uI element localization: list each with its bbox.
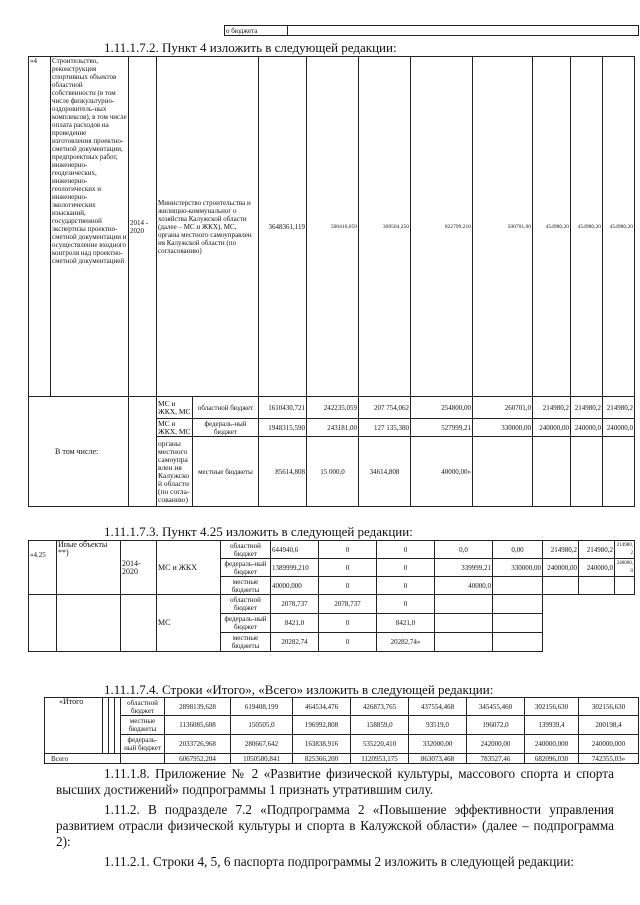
t2g2r3-v3 — [435, 633, 493, 652]
value-2014: 500416,059 — [307, 57, 359, 397]
t2g2r2-v5 — [543, 614, 579, 633]
t3r3-v3: 535220,410 — [351, 735, 409, 754]
t3-src-1: областной бюджет — [121, 698, 165, 716]
row-number: «4 — [29, 57, 51, 397]
value-2015: 369504,250 — [359, 57, 411, 397]
t3-src-2: местные бюджеты — [121, 716, 165, 735]
sub-src-1: областной бюджет — [193, 397, 259, 419]
t3r4-v0: 6067952,204 — [165, 754, 231, 764]
t2g1r2-v6: 240000,0 — [579, 559, 615, 577]
t2-years: 2014- 2020 — [121, 541, 157, 595]
sub3-v1: 15 000,0 — [307, 437, 359, 507]
t3r3-v0: 2033726,968 — [165, 735, 231, 754]
heading-4-25: 1.11.1.7.3. Пункт 4.25 изложить в следующей редакции: — [104, 524, 413, 539]
paragraph-1-11-2: 1.11.2. В подразделе 7.2 «Подпрограмма 2 «Повышение эффективности управления развитием отрасли физической культуры и спорта в Калужской области» (далее – подпрограмма 2): — [56, 802, 614, 849]
t2g2r1-v2: 0 — [377, 595, 435, 614]
t3r2-v0: 1136085,608 — [165, 716, 231, 735]
t2g1r3-v2: 0 — [377, 577, 435, 595]
t2g1r1-v7: 214980,2 — [615, 541, 635, 559]
sub-exec-1: МС и ЖКХ, МС — [157, 397, 193, 419]
sub-exec-3: органы местного самоуправлен ия Калужской области (по согла-сованию) — [157, 437, 193, 507]
vsego-label: Всего — [45, 754, 121, 764]
incl-label: В том числе: — [29, 397, 129, 507]
top-strip-rest — [288, 26, 639, 36]
t2g1r3-v5 — [543, 577, 579, 595]
sub-exec-2: МС и ЖКХ, МС — [158, 418, 191, 436]
t2-exec-2: МС — [157, 595, 221, 652]
t2-g2-name — [57, 595, 121, 652]
t3r2-v7: 200198,4 — [579, 716, 639, 735]
sub1-v1: 242235,059 — [307, 397, 359, 419]
sub2-v1: 243181,00 — [307, 419, 359, 437]
sub2-v5: 240000,00 — [533, 419, 571, 437]
t2g2r2-v2: 8421,0 — [377, 614, 435, 633]
t2g1r1-v1: 0 — [319, 541, 377, 559]
t2g2r3-v2: 20282,74» — [377, 633, 435, 652]
t2g1r1-v0: 644940,6 — [271, 541, 319, 559]
t2g1r2-v0: 1389999,210 — [271, 559, 319, 577]
t3-src-3: федераль-ный бюджет — [121, 735, 165, 754]
t2-g2-no — [29, 595, 57, 652]
t2g2-src-1: областной бюджет — [221, 595, 271, 614]
t2g1r1-v2: 0 — [377, 541, 435, 559]
t3r3-v5: 242000,00 — [467, 735, 525, 754]
t3r1-v6: 302156,630 — [525, 698, 579, 716]
paragraph-1-11-1-8: 1.11.1.8. Приложение № 2 «Развитие физической культуры, массового спорта и спорта высших достижений» подпрограммы 1 признать утратившим силу. — [56, 766, 614, 797]
t2g1r1-v5: 214980,2 — [543, 541, 579, 559]
t2g1r2-v2: 0 — [377, 559, 435, 577]
t3r1-v3: 426873,765 — [351, 698, 409, 716]
t2g2-src-3: местные бюджеты — [221, 633, 271, 652]
t2g2r1-v0: 2078,737 — [271, 595, 319, 614]
table-item-4-25 — [28, 540, 635, 652]
sub3-v4 — [473, 437, 533, 507]
sub3-v7 — [603, 437, 635, 507]
t3r3-v7: 240000,000 — [579, 735, 639, 754]
sub3-v5 — [533, 437, 571, 507]
t3r1-v5: 345455,460 — [467, 698, 525, 716]
t3r2-v2: 196992,808 — [293, 716, 351, 735]
t3r1-v4: 437554,468 — [409, 698, 467, 716]
t3r4-v1: 1050580,841 — [231, 754, 293, 764]
incl-years-empty — [129, 397, 157, 507]
t3r4-v7: 742355,03» — [579, 754, 639, 764]
t3r2-v5: 196072,0 — [467, 716, 525, 735]
sub1-v2: 207 754,062 — [359, 397, 411, 419]
t2g1r3-v0: 40000,000 — [271, 577, 319, 595]
t2g2r2-v4 — [493, 614, 543, 633]
t3r4-v4: 863073,468 — [409, 754, 467, 764]
t2g2r3-v7 — [615, 633, 635, 652]
t2g2r2-v3 — [435, 614, 493, 633]
sub1-v0: 1610430,721 — [259, 397, 307, 419]
sub-src-2: федераль-ный бюджет — [193, 419, 259, 437]
t3r4-v5: 783527,46 — [467, 754, 525, 764]
value-2019: 454980,20 — [571, 57, 603, 397]
t2g2r1-v6 — [579, 595, 615, 614]
t2g2r2-v6 — [579, 614, 615, 633]
t2g1r2-v7: 240000,0 — [615, 559, 635, 577]
t3r2-v4: 93519,0 — [409, 716, 467, 735]
t2g1-src-1: областной бюджет — [221, 541, 271, 559]
t2g1r1-v4: 0,00 — [493, 541, 543, 559]
sub-src-3: местные бюджеты — [193, 437, 259, 507]
t2g2r3-v6 — [579, 633, 615, 652]
t2g1-src-2: федераль-ный бюджет — [221, 559, 271, 577]
itogo-label: «Итого — [45, 698, 103, 754]
t2g2r2-v0: 8421,0 — [271, 614, 319, 633]
t2g2r1-v3 — [435, 595, 493, 614]
executor: Министерство строительства и жилищно-коммунальног о хозяйства Калужской области (далее – МС и ЖКХ), МС, органы местного самоуправлен ия Калужской области (по согласованию) — [157, 57, 259, 397]
t3r3-v6: 240000,000 — [525, 735, 579, 754]
value-total: 3648361,119 — [259, 57, 307, 397]
top-strip-cell: о бюджета — [225, 26, 288, 36]
sub3-v0: 85614,808 — [259, 437, 307, 507]
sub2-v0: 1948315,590 — [259, 419, 307, 437]
t2g1r2-v1: 0 — [319, 559, 377, 577]
table-totals — [44, 697, 639, 764]
sub1-v3: 254800,00 — [411, 397, 473, 419]
sub1-v5: 214980,2 — [533, 397, 571, 419]
heading-4: 1.11.1.7.2. Пункт 4 изложить в следующей редакции: — [104, 40, 397, 55]
t2g1r3-v4 — [493, 577, 543, 595]
t2g2r1-v1: 2078,737 — [319, 595, 377, 614]
t2g1r2-v3: 339999,21 — [435, 559, 493, 577]
value-2016: 822799,210 — [411, 57, 473, 397]
top-strip-empty — [34, 26, 225, 36]
t3r1-v2: 464534,476 — [293, 698, 351, 716]
t2g2r1-v4 — [493, 595, 543, 614]
t3r4-v2: 825366,200 — [293, 754, 351, 764]
t3r4-v3: 1120953,175 — [351, 754, 409, 764]
t2g2r2-v1: 0 — [319, 614, 377, 633]
table-item-4 — [28, 56, 635, 507]
t3r1-v7: 302156,630 — [579, 698, 639, 716]
t2g2r1-v5 — [543, 595, 579, 614]
t3-src-4 — [121, 754, 165, 764]
years: 2014 - 2020 — [129, 57, 157, 397]
sub2-v3: 527999,21 — [411, 419, 473, 437]
t2g1r3-v7 — [615, 577, 635, 595]
t3r2-v1: 150505,0 — [231, 716, 293, 735]
sub3-v6 — [571, 437, 603, 507]
sub3-v3: 40000,00» — [411, 437, 473, 507]
t3r3-v1: 280667,642 — [231, 735, 293, 754]
t3r2-v3: 158859,0 — [351, 716, 409, 735]
t3r1-v0: 2898139,628 — [165, 698, 231, 716]
paragraph-1-11-2-1: 1.11.2.1. Строки 4, 5, 6 паспорта подпрограммы 2 изложить в следующей редакции: — [104, 854, 575, 869]
value-2018: 454980,20 — [533, 57, 571, 397]
t2g2r3-v4 — [493, 633, 543, 652]
sub1-v6: 214980,2 — [571, 397, 603, 419]
t2g1r2-v4: 330000,00 — [493, 559, 543, 577]
sub1-v4: 260701,0 — [473, 397, 533, 419]
t2g1r3-v6 — [579, 577, 615, 595]
t2g1r1-v6: 214980,2 — [579, 541, 615, 559]
t3r1-v1: 619408,199 — [231, 698, 293, 716]
t2-name: Иные объекты **) — [57, 541, 121, 595]
sub3-v2: 34614,808 — [359, 437, 411, 507]
t2g1r2-v5: 240000,00 — [543, 559, 579, 577]
sub2-v4: 330000,00 — [473, 419, 533, 437]
t2g1-src-3: местные бюджеты — [221, 577, 271, 595]
sub2-v6: 240000,0 — [571, 419, 603, 437]
t2-g2-years — [121, 595, 157, 652]
t3r4-v6: 682096,030 — [525, 754, 579, 764]
t2g1r1-v3: 0,0 — [435, 541, 493, 559]
t2g2r2-v7 — [615, 614, 635, 633]
sub2-v7: 240000,0 — [603, 419, 635, 437]
sub1-v7: 214980,2 — [603, 397, 635, 419]
t2-exec-1: МС и ЖКХ — [157, 541, 221, 595]
heading-totals: 1.11.1.7.4. Строки «Итого», «Всего» изложить в следующей редакции: — [104, 682, 494, 697]
sub2-v2: 127 135,380 — [359, 419, 411, 437]
measure-name: Строительство, реконструкция спортивных объектов областной собственности (в том числе физкультурно-оздоровитель-ных комплексов), в том числе оплата расходов на проведение изготовления проектно-сметной документации, предпроектных работ, инженерно-геодезических, инженерно-геологических и инженерно-экологических изысканий, государственной экспертизы проектно-сметной документации и осуществление входного контроля над проектно-сметной документацией — [51, 57, 129, 397]
value-2020: 454980,20 — [603, 57, 635, 397]
t3r3-v4: 332000,00 — [409, 735, 467, 754]
top-strip-table — [34, 25, 639, 36]
t2g2r3-v1: 0 — [319, 633, 377, 652]
t2g2r3-v5 — [543, 633, 579, 652]
t2g2-src-2: федераль-ный бюджет — [221, 614, 271, 633]
value-2017: 500701,00 — [473, 57, 533, 397]
t2-row-number: «4.25 — [29, 541, 57, 595]
t2g1r3-v1: 0 — [319, 577, 377, 595]
t3r3-v2: 163838,916 — [293, 735, 351, 754]
t2g2r3-v0: 20282,74 — [271, 633, 319, 652]
t2g2r1-v7 — [615, 595, 635, 614]
t2g1r3-v3: 40000,0 — [435, 577, 493, 595]
t3r2-v6: 139939,4 — [525, 716, 579, 735]
